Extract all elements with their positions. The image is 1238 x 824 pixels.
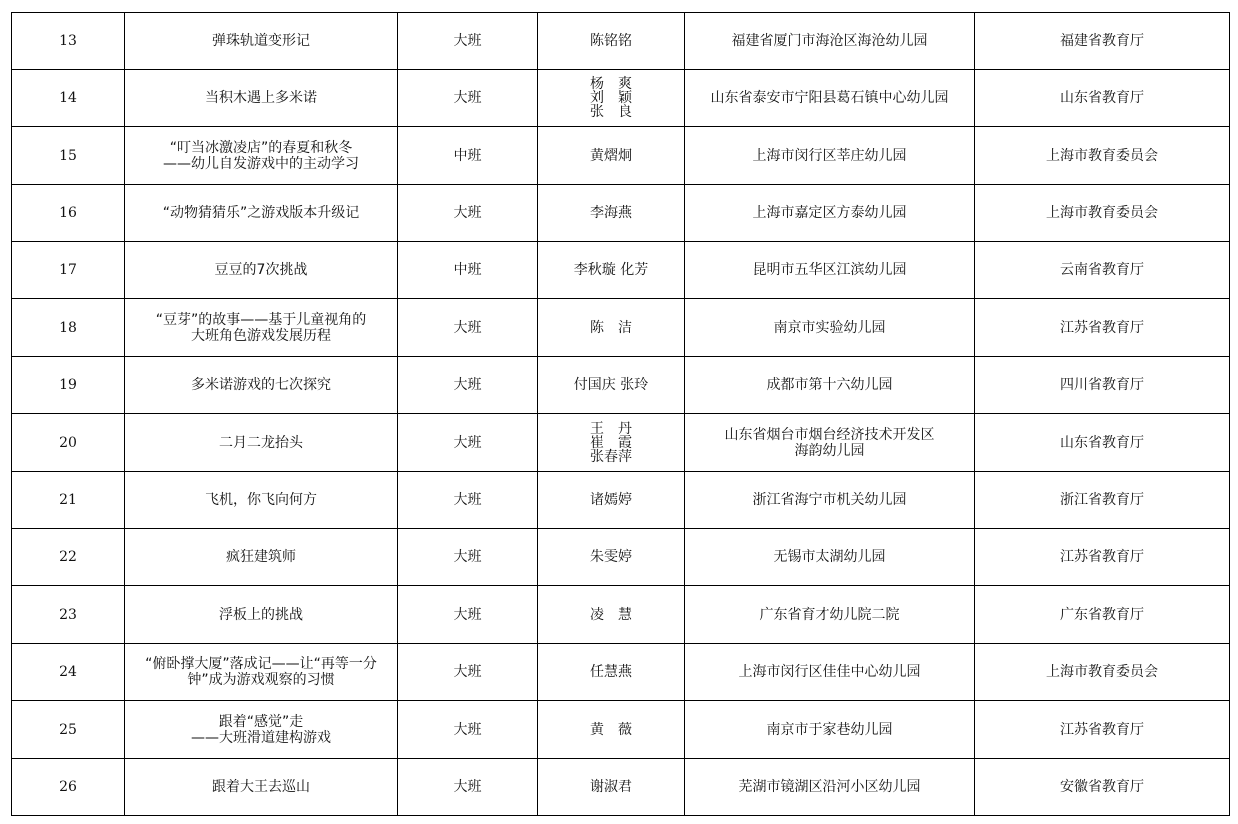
cell-school [685, 759, 975, 816]
cell-number: 17 [12, 242, 125, 299]
cell-title [125, 759, 398, 816]
cell-school-line: 浙江省海宁市机关幼儿园 [752, 492, 907, 508]
award-list-table [11, 12, 1230, 816]
cell-teachers-line: 朱雯婷 [590, 549, 632, 565]
cell-school-line: 福建省厦门市海沧区海沧幼儿园 [731, 33, 928, 49]
cell-school-line: 南京市于家巷幼儿园 [766, 721, 893, 738]
cell-title [125, 242, 398, 299]
cell-school [685, 127, 975, 185]
cell-title-line: 钟”成为游戏观察的习惯 [187, 672, 335, 688]
cell-teachers [538, 185, 685, 242]
cell-number: 13 [12, 13, 125, 70]
cell-teachers-line: 李秋璇 化芳 [573, 262, 649, 278]
cell-school-line: 昆明市五华区江滨幼儿园 [752, 262, 907, 278]
cell-title-line: “俯卧撑大厦”落成记——让“再等一分 [145, 656, 377, 672]
cell-school-line: 广东省育才幼儿院二院 [759, 606, 900, 623]
cell-teachers-line: 黄 薇 [590, 721, 632, 738]
cell-title-line: 大班角色游戏发展历程 [191, 327, 331, 344]
cell-teachers-line: 张春萍 [590, 448, 632, 465]
cell-number: 25 [12, 701, 125, 759]
table-row [12, 127, 1230, 185]
cell-title [125, 70, 398, 127]
cell-teachers [538, 472, 685, 529]
cell-department: 江苏省教育厅 [975, 529, 1230, 586]
cell-title-line: 疯狂建筑师 [226, 549, 296, 565]
table-body [12, 13, 1230, 816]
cell-title [125, 357, 398, 414]
cell-class: 大班 [398, 701, 538, 759]
table-row [12, 70, 1230, 127]
table-row [12, 701, 1230, 759]
cell-title-line: “动物猜猜乐”之游戏版本升级记 [162, 205, 360, 221]
cell-class: 大班 [398, 586, 538, 644]
cell-title [125, 586, 398, 644]
cell-number: 20 [12, 414, 125, 472]
cell-teachers-line: 谢淑君 [590, 779, 632, 795]
cell-title-line: 跟着“感觉”走 [218, 713, 304, 730]
cell-title-line: 浮板上的挑战 [219, 606, 303, 623]
cell-teachers-line: 刘 颖 [590, 90, 632, 106]
cell-department: 云南省教育厅 [975, 242, 1230, 299]
table-row [12, 586, 1230, 644]
cell-title-line: “豆芽”的故事——基于儿童视角的 [155, 311, 367, 328]
cell-class: 大班 [398, 414, 538, 472]
cell-title [125, 299, 398, 357]
table-row [12, 13, 1230, 70]
cell-teachers-line: 杨 爽 [590, 76, 632, 92]
cell-school-line: 成都市第十六幼儿园 [766, 377, 893, 393]
cell-department: 山东省教育厅 [975, 414, 1230, 472]
cell-school-line: 无锡市太湖幼儿园 [773, 549, 886, 565]
table-row [12, 185, 1230, 242]
cell-teachers [538, 242, 685, 299]
cell-title [125, 185, 398, 242]
cell-school [685, 70, 975, 127]
cell-teachers-line: 付国庆 张玲 [573, 377, 649, 393]
cell-teachers [538, 586, 685, 644]
cell-teachers [538, 759, 685, 816]
cell-number: 19 [12, 357, 125, 414]
cell-title-line: 弹珠轨道变形记 [212, 33, 310, 49]
cell-teachers-line: 陈铭铭 [590, 33, 632, 49]
cell-number: 24 [12, 644, 125, 701]
table-row [12, 472, 1230, 529]
cell-teachers-line: 崔 霞 [590, 434, 632, 451]
cell-department: 江苏省教育厅 [975, 701, 1230, 759]
cell-title-line: 多米诺游戏的七次探究 [191, 377, 331, 393]
cell-teachers-line: 陈 洁 [590, 319, 632, 336]
table-row [12, 759, 1230, 816]
cell-number: 18 [12, 299, 125, 357]
cell-teachers [538, 701, 685, 759]
cell-teachers-line: 凌 慧 [590, 606, 632, 623]
cell-school [685, 701, 975, 759]
cell-department: 广东省教育厅 [975, 586, 1230, 644]
cell-school [685, 357, 975, 414]
cell-teachers-line: 黄熠炯 [590, 147, 632, 164]
cell-school-line: 上海市闵行区佳佳中心幼儿园 [738, 664, 921, 680]
cell-department: 上海市教育委员会 [975, 127, 1230, 185]
cell-school-line: 南京市实验幼儿园 [773, 319, 886, 336]
cell-school-line: 海韵幼儿园 [794, 442, 865, 459]
cell-school-line: 上海市闵行区莘庄幼儿园 [752, 147, 907, 164]
cell-number: 22 [12, 529, 125, 586]
cell-teachers-line: 王 丹 [590, 420, 632, 437]
table-row [12, 242, 1230, 299]
table-row [12, 529, 1230, 586]
table-row [12, 299, 1230, 357]
cell-title-line: 当积木遇上多米诺 [205, 90, 317, 106]
cell-school-line: 上海市嘉定区方泰幼儿园 [752, 205, 907, 221]
cell-number: 14 [12, 70, 125, 127]
cell-title [125, 472, 398, 529]
cell-number: 16 [12, 185, 125, 242]
cell-title [125, 644, 398, 701]
cell-school [685, 586, 975, 644]
cell-teachers [538, 299, 685, 357]
cell-title [125, 127, 398, 185]
cell-title [125, 414, 398, 472]
cell-number: 15 [12, 127, 125, 185]
cell-title-line: ——幼儿自发游戏中的主动学习 [163, 155, 359, 172]
cell-school [685, 414, 975, 472]
cell-class: 中班 [398, 127, 538, 185]
cell-school [685, 472, 975, 529]
cell-school [685, 185, 975, 242]
cell-title [125, 701, 398, 759]
cell-title-line: 二月二龙抬头 [219, 434, 303, 451]
cell-class: 大班 [398, 13, 538, 70]
cell-teachers [538, 357, 685, 414]
cell-teachers [538, 529, 685, 586]
cell-class: 大班 [398, 529, 538, 586]
cell-number: 23 [12, 586, 125, 644]
cell-school-line: 山东省烟台市烟台经济技术开发区 [724, 426, 935, 443]
cell-title-line: 豆豆的7次挑战 [214, 262, 308, 278]
cell-class: 大班 [398, 644, 538, 701]
cell-school-line: 芜湖市镜湖区沿河小区幼儿园 [738, 779, 921, 795]
cell-school [685, 529, 975, 586]
cell-class: 大班 [398, 70, 538, 127]
cell-teachers-line: 张 良 [590, 104, 632, 120]
cell-teachers [538, 644, 685, 701]
cell-school [685, 242, 975, 299]
cell-class: 大班 [398, 472, 538, 529]
cell-department: 福建省教育厅 [975, 13, 1230, 70]
cell-class: 大班 [398, 185, 538, 242]
cell-department: 江苏省教育厅 [975, 299, 1230, 357]
cell-teachers [538, 127, 685, 185]
table-row [12, 644, 1230, 701]
cell-teachers-line: 诸嫣婷 [590, 492, 632, 508]
cell-department: 上海市教育委员会 [975, 644, 1230, 701]
cell-school [685, 644, 975, 701]
cell-teachers [538, 70, 685, 127]
cell-class: 大班 [398, 357, 538, 414]
cell-title-line: ——大班滑道建构游戏 [191, 729, 331, 746]
cell-school [685, 299, 975, 357]
cell-number: 26 [12, 759, 125, 816]
cell-title-line: 跟着大王去巡山 [212, 779, 310, 795]
cell-class: 大班 [398, 299, 538, 357]
table-row [12, 357, 1230, 414]
cell-school-line: 山东省泰安市宁阳县葛石镇中心幼儿园 [710, 90, 949, 106]
cell-teachers-line: 李海燕 [590, 205, 632, 221]
cell-title [125, 529, 398, 586]
cell-title [125, 13, 398, 70]
cell-department: 上海市教育委员会 [975, 185, 1230, 242]
cell-department: 安徽省教育厅 [975, 759, 1230, 816]
cell-teachers [538, 13, 685, 70]
cell-teachers-line: 任慧燕 [590, 664, 632, 680]
cell-number: 21 [12, 472, 125, 529]
cell-department: 山东省教育厅 [975, 70, 1230, 127]
cell-class: 中班 [398, 242, 538, 299]
cell-title-line: 飞机，你飞向何方 [205, 492, 317, 508]
cell-teachers [538, 414, 685, 472]
cell-department: 浙江省教育厅 [975, 472, 1230, 529]
cell-class: 大班 [398, 759, 538, 816]
cell-title-line: “叮当冰激凌店”的春夏和秋冬 [169, 139, 353, 156]
table-row [12, 414, 1230, 472]
cell-department: 四川省教育厅 [975, 357, 1230, 414]
cell-school [685, 13, 975, 70]
